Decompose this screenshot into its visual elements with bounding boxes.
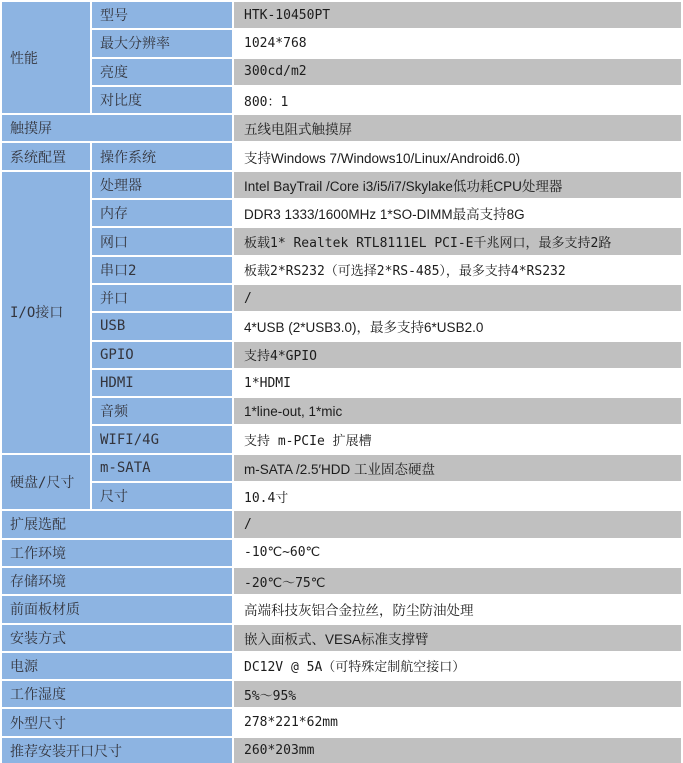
spec-value-cell: -10℃~60℃ (234, 540, 681, 566)
spec-value-cell: 高端科技灰铝合金拉丝，防尘防油处理 (234, 596, 681, 622)
spec-label-cell: 尺寸 (92, 483, 232, 509)
spec-label-cell: 操作系统 (92, 143, 232, 169)
table-row (2, 2, 681, 28)
spec-label-cell: WIFI/4G (92, 426, 232, 452)
table-row (2, 426, 681, 452)
table-row (2, 681, 681, 707)
table-row (2, 285, 681, 311)
category-cell: 性能 (2, 2, 90, 113)
spec-value-cell: 支持 m-PCIe 扩展槽 (234, 426, 681, 452)
spec-value-cell: 支持Windows 7/Windows10/Linux/Android6.0) (234, 143, 681, 169)
category-cell: 推荐安装开口尺寸 (2, 738, 232, 763)
table-row (2, 455, 681, 481)
table-row (2, 653, 681, 679)
table-row (2, 200, 681, 226)
spec-value-cell: / (234, 285, 681, 311)
spec-value-cell: 嵌入面板式、VESA标准支撑臂 (234, 625, 681, 651)
category-cell: 工作湿度 (2, 681, 232, 707)
category-cell: 触摸屏 (2, 115, 232, 141)
spec-value-cell: 10.4寸 (234, 483, 681, 509)
spec-label-cell: HDMI (92, 370, 232, 396)
spec-label-cell: 处理器 (92, 172, 232, 198)
spec-value-cell: 1024*768 (234, 30, 681, 56)
spec-value-cell: Intel BayTrail /Core i3/i5/i7/Skylake低功耗CPU处理器 (234, 172, 681, 198)
table-row (2, 172, 681, 198)
spec-label-cell: 网口 (92, 228, 232, 254)
spec-value-cell: 板载1* Realtek RTL8111EL PCI-E千兆网口，最多支持2路 (234, 228, 681, 254)
spec-value-cell: m-SATA /2.5′HDD 工业固态硬盘 (234, 455, 681, 481)
spec-value-cell: 4*USB (2*USB3.0)，最多支持6*USB2.0 (234, 313, 681, 339)
spec-value-cell: 板载2*RS232（可选择2*RS-485），最多支持4*RS232 (234, 257, 681, 283)
spec-value-cell: 1*HDMI (234, 370, 681, 396)
spec-value-cell: DDR3 1333/1600MHz 1*SO-DIMM最高支持8G (234, 200, 681, 226)
spec-label-cell: m-SATA (92, 455, 232, 481)
table-row (2, 540, 681, 566)
table-row (2, 370, 681, 396)
spec-value-cell: 800：1 (234, 87, 681, 113)
spec-value-cell: 五线电阻式触摸屏 (234, 115, 681, 141)
table-row (2, 30, 681, 56)
category-cell: 存储环境 (2, 568, 232, 594)
category-cell: I/O接口 (2, 172, 90, 453)
spec-value-cell: / (234, 511, 681, 537)
spec-value-cell: 5%～95% (234, 681, 681, 707)
spec-label-cell: 亮度 (92, 59, 232, 85)
spec-label-cell: 音频 (92, 398, 232, 424)
category-cell: 外型尺寸 (2, 709, 232, 735)
table-row (2, 625, 681, 651)
table-row (2, 709, 681, 735)
spec-label-cell: USB (92, 313, 232, 339)
table-row (2, 568, 681, 594)
table-row (2, 596, 681, 622)
category-cell: 电源 (2, 653, 232, 679)
table-row (2, 342, 681, 368)
category-cell: 安装方式 (2, 625, 232, 651)
spec-label-cell: 最大分辨率 (92, 30, 232, 56)
table-row (2, 59, 681, 85)
spec-label-cell: 内存 (92, 200, 232, 226)
spec-label-cell: 型号 (92, 2, 232, 28)
spec-label-cell: 对比度 (92, 87, 232, 113)
table-row (2, 313, 681, 339)
table-row (2, 483, 681, 509)
table-row (2, 398, 681, 424)
table-row (2, 738, 681, 763)
table-row (2, 143, 681, 169)
table-row (2, 115, 681, 141)
spec-value-cell: 260*203mm (234, 738, 681, 763)
spec-value-cell: -20℃～75℃ (234, 568, 681, 594)
spec-value-cell: HTK-10450PT (234, 2, 681, 28)
category-cell: 前面板材质 (2, 596, 232, 622)
spec-label-cell: GPIO (92, 342, 232, 368)
category-cell: 工作环境 (2, 540, 232, 566)
category-cell: 扩展选配 (2, 511, 232, 537)
category-cell: 系统配置 (2, 143, 90, 169)
table-row (2, 257, 681, 283)
table-row (2, 228, 681, 254)
spec-value-cell: DC12V @ 5A（可特殊定制航空接口） (234, 653, 681, 679)
spec-value-cell: 1*line-out, 1*mic (234, 398, 681, 424)
table-row (2, 87, 681, 113)
spec-label-cell: 串口2 (92, 257, 232, 283)
table-row (2, 511, 681, 537)
spec-label-cell: 并口 (92, 285, 232, 311)
spec-value-cell: 278*221*62mm (234, 709, 681, 735)
spec-value-cell: 支持4*GPIO (234, 342, 681, 368)
spec-value-cell: 300cd/m2 (234, 59, 681, 85)
spec-table-body (2, 2, 681, 763)
category-cell: 硬盘/尺寸 (2, 455, 90, 510)
